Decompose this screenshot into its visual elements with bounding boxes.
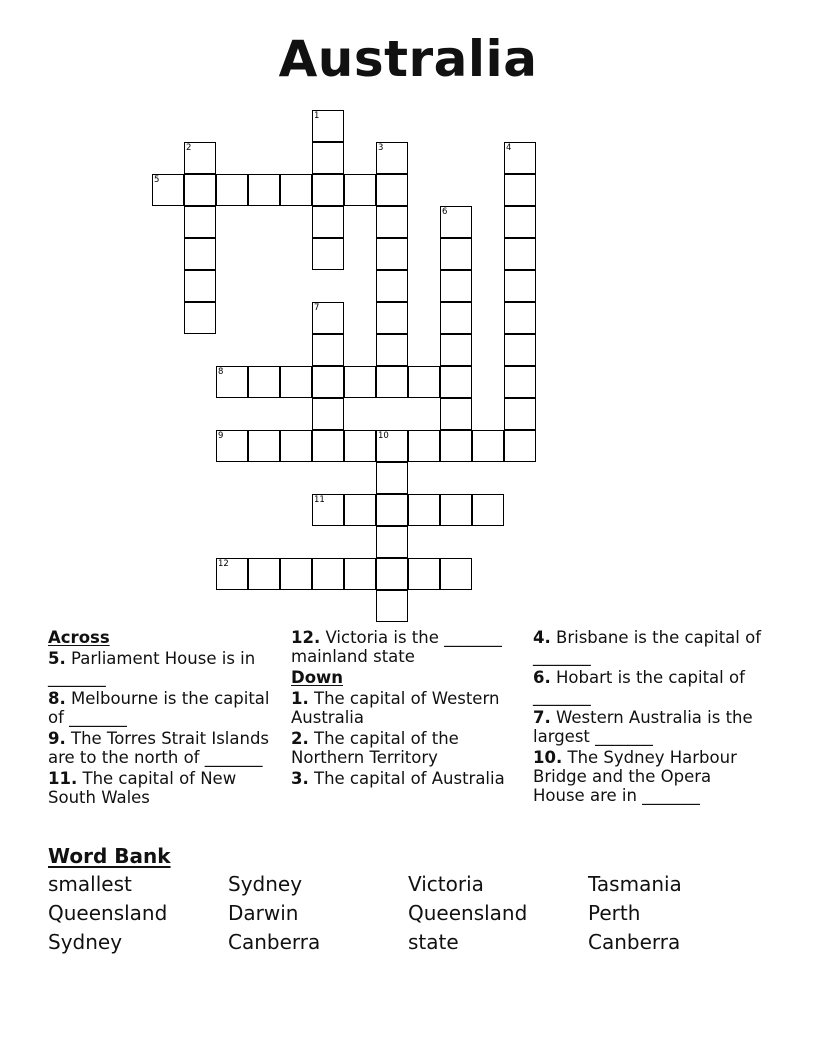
word-bank-item: Queensland: [48, 901, 168, 925]
word-bank-item: Canberra: [588, 930, 681, 954]
clue-number-label: 8: [218, 367, 224, 377]
grid-cell[interactable]: [504, 206, 536, 238]
clue-text: The capital of Western Australia: [291, 689, 500, 727]
grid-cell[interactable]: [248, 366, 280, 398]
grid-cell[interactable]: [376, 206, 408, 238]
clue-number-label: 6: [442, 207, 448, 217]
clue-text: The capital of Australia: [314, 769, 505, 788]
clue-down-7: [533, 708, 765, 746]
page-title: Australia: [278, 30, 538, 88]
grid-cell[interactable]: [344, 366, 376, 398]
grid-cell[interactable]: [184, 206, 216, 238]
grid-cell[interactable]: [344, 174, 376, 206]
grid-cell[interactable]: [376, 366, 408, 398]
grid-cell[interactable]: [344, 430, 376, 462]
clue-text: Melbourne is the capital of _______: [48, 689, 270, 727]
grid-cell[interactable]: [504, 366, 536, 398]
clue-down-1: [291, 689, 523, 727]
clue-number: 2.: [291, 729, 309, 748]
clue-text: The capital of the Northern Territory: [291, 729, 459, 767]
clue-number: 1.: [291, 689, 309, 708]
grid-cell[interactable]: [408, 558, 440, 590]
clue-number: 4.: [533, 628, 551, 647]
word-bank-item: Queensland: [408, 901, 528, 925]
clues-column-1: [48, 628, 280, 809]
word-bank-item: Perth: [588, 901, 641, 925]
grid-cell[interactable]: [312, 238, 344, 270]
clue-text: The capital of New South Wales: [48, 769, 237, 807]
grid-cell[interactable]: [184, 238, 216, 270]
clue-across-9: [48, 729, 280, 767]
grid-cell[interactable]: [472, 430, 504, 462]
grid-cell[interactable]: [376, 238, 408, 270]
grid-cell[interactable]: [472, 494, 504, 526]
word-bank-item: smallest: [48, 872, 132, 896]
grid-cell[interactable]: [408, 430, 440, 462]
clue-number-label: 12: [218, 559, 229, 569]
down-heading: Down: [291, 668, 344, 687]
grid-cell[interactable]: [376, 590, 408, 622]
grid-cell[interactable]: [440, 238, 472, 270]
grid-cell[interactable]: [440, 334, 472, 366]
word-bank-item: Sydney: [48, 930, 123, 954]
grid-cell[interactable]: [376, 302, 408, 334]
clue-number: 5.: [48, 649, 66, 668]
grid-cell[interactable]: [184, 174, 216, 206]
grid-cell[interactable]: [504, 302, 536, 334]
grid-cell[interactable]: [312, 430, 344, 462]
clue-text: Victoria is the _______ mainland state: [291, 628, 502, 666]
grid-cell[interactable]: [184, 270, 216, 302]
clue-text: Brisbane is the capital of _______: [533, 628, 762, 666]
grid-cell[interactable]: [408, 494, 440, 526]
grid-cell[interactable]: [376, 334, 408, 366]
clue-number-label: 2: [186, 143, 192, 153]
grid-cell[interactable]: [376, 558, 408, 590]
word-bank-item: Sydney: [228, 872, 303, 896]
grid-cell[interactable]: [440, 494, 472, 526]
clue-down-10: [533, 748, 765, 805]
grid-cell[interactable]: [440, 430, 472, 462]
word-bank-item: Victoria: [408, 872, 484, 896]
grid-cell[interactable]: [312, 558, 344, 590]
clue-text: Parliament House is in _______: [48, 649, 256, 687]
clue-number-label: 7: [314, 303, 320, 313]
word-bank-item: Tasmania: [588, 872, 682, 896]
grid-cell[interactable]: [312, 142, 344, 174]
clue-down-6: [533, 668, 765, 706]
clue-across-11: [48, 769, 280, 807]
grid-cell[interactable]: [184, 302, 216, 334]
grid-cell[interactable]: [248, 558, 280, 590]
clue-number-label: 4: [506, 143, 512, 153]
clue-number-label: 10: [378, 431, 389, 441]
clue-across-12: [291, 628, 523, 666]
grid-cell[interactable]: [440, 558, 472, 590]
word-bank-item: Canberra: [228, 930, 321, 954]
grid-cell[interactable]: [440, 366, 472, 398]
clues-column-2: [291, 628, 523, 790]
clue-number: 6.: [533, 668, 551, 687]
word-bank: [48, 872, 768, 954]
grid-cell[interactable]: [312, 206, 344, 238]
clue-number: 10.: [533, 748, 563, 767]
grid-cell[interactable]: [280, 558, 312, 590]
clue-text: Hobart is the capital of _______: [533, 668, 745, 706]
grid-cell[interactable]: [344, 558, 376, 590]
grid-cell[interactable]: [440, 398, 472, 430]
grid-cell[interactable]: [280, 430, 312, 462]
word-bank-item: Darwin: [228, 901, 299, 925]
grid-cell[interactable]: [504, 430, 536, 462]
clue-down-3: [291, 769, 523, 788]
clue-number: 7.: [533, 708, 551, 727]
grid-cell[interactable]: [312, 174, 344, 206]
clue-across-8: [48, 689, 280, 727]
word-bank-item: state: [408, 930, 459, 954]
clues-column-3: [533, 628, 765, 807]
grid-cell[interactable]: [312, 398, 344, 430]
clue-number: 11.: [48, 769, 78, 788]
grid-cell[interactable]: [440, 270, 472, 302]
grid-cell[interactable]: [376, 174, 408, 206]
grid-cell[interactable]: [248, 174, 280, 206]
grid-cell[interactable]: [376, 462, 408, 494]
clue-number: 3.: [291, 769, 309, 788]
grid-cell[interactable]: [280, 366, 312, 398]
clue-number-label: 1: [314, 111, 320, 121]
grid-cell[interactable]: [248, 430, 280, 462]
clue-number-label: 3: [378, 143, 384, 153]
grid-cell[interactable]: [280, 174, 312, 206]
grid-cell[interactable]: [504, 174, 536, 206]
across-heading: Across: [48, 628, 110, 647]
grid-cell[interactable]: [504, 398, 536, 430]
grid-cell[interactable]: [376, 494, 408, 526]
clue-number: 9.: [48, 729, 66, 748]
clue-across-5: [48, 649, 280, 687]
grid-cell[interactable]: [504, 270, 536, 302]
grid-cell[interactable]: [216, 174, 248, 206]
clue-number-label: 11: [314, 495, 325, 505]
grid-cell[interactable]: [376, 270, 408, 302]
grid-cell[interactable]: [504, 238, 536, 270]
grid-cell[interactable]: [376, 526, 408, 558]
grid-cell[interactable]: [440, 302, 472, 334]
clue-number-label: 9: [218, 431, 224, 441]
clue-down-4: [533, 628, 765, 666]
grid-cell[interactable]: [312, 366, 344, 398]
grid-cell[interactable]: [408, 366, 440, 398]
clue-number-label: 5: [154, 175, 160, 185]
clue-number: 8.: [48, 689, 66, 708]
clue-text: The Sydney Harbour Bridge and the Opera House are in _______: [533, 748, 737, 805]
grid-cell[interactable]: [504, 334, 536, 366]
grid-cell[interactable]: [344, 494, 376, 526]
clue-text: The Torres Strait Islands are to the north of _______: [48, 729, 270, 767]
grid-cell[interactable]: [312, 334, 344, 366]
clue-down-2: [291, 729, 523, 767]
clue-number: 12.: [291, 628, 321, 647]
clue-text: Western Australia is the largest _______: [533, 708, 753, 746]
word-bank-title: Word Bank: [48, 844, 171, 868]
